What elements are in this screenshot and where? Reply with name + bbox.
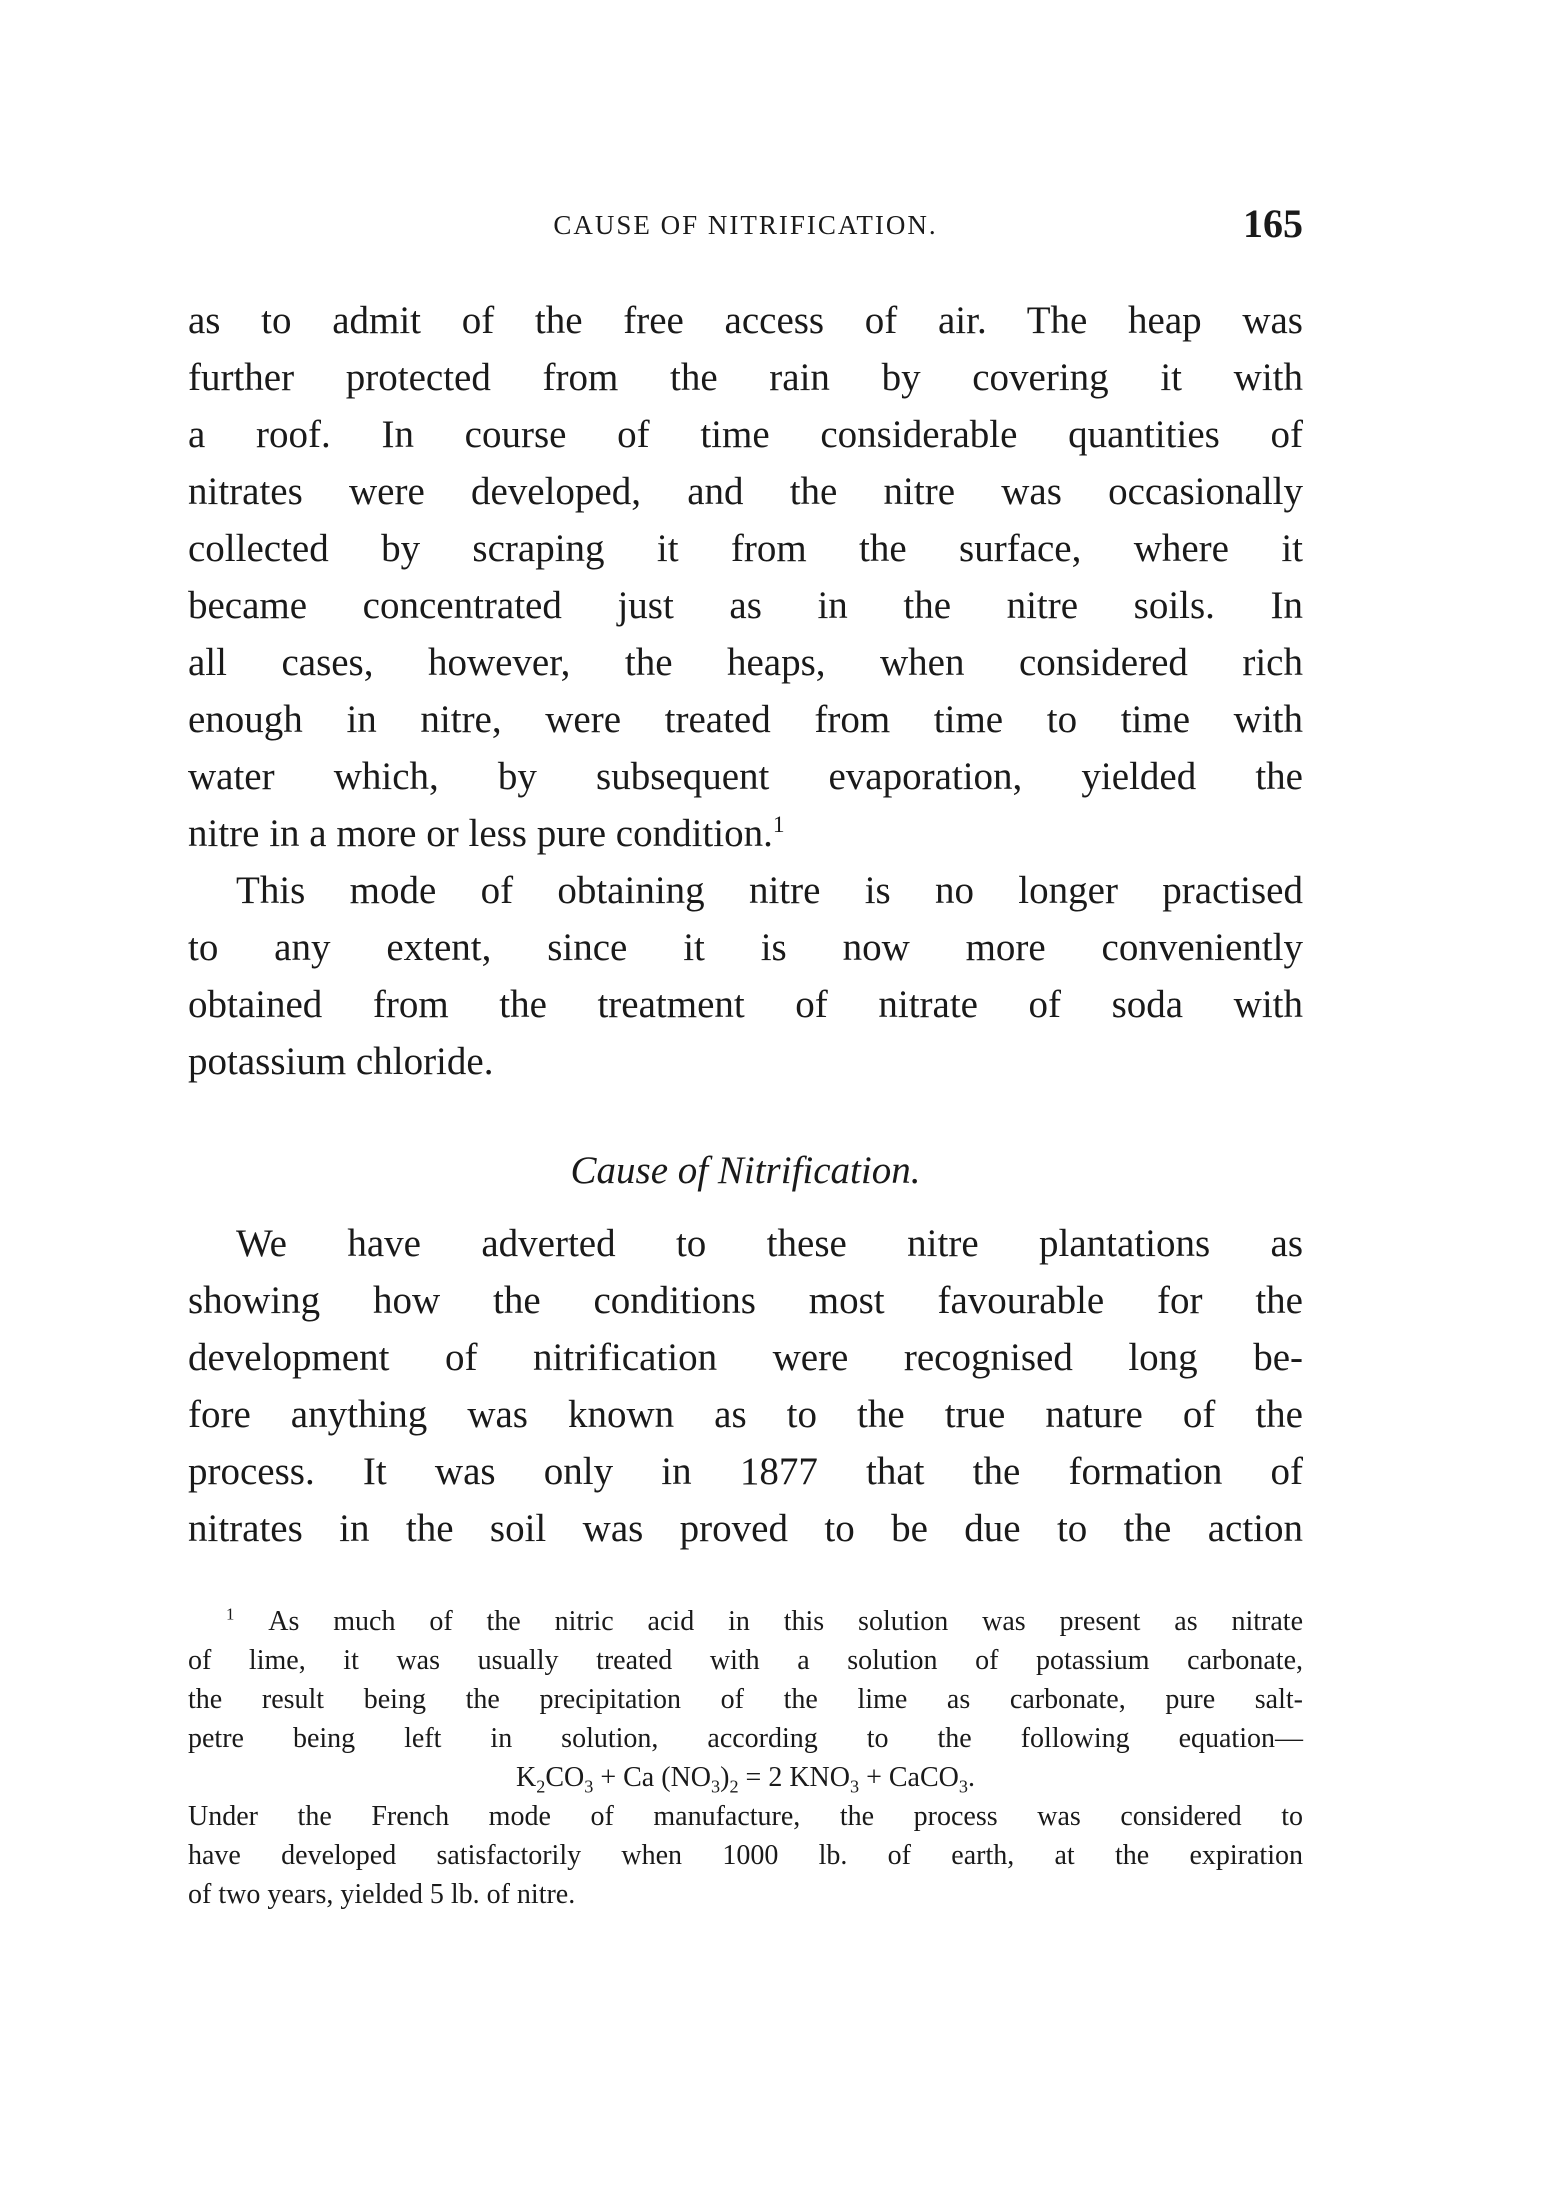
equation-part: + Ca (NO — [593, 1762, 712, 1793]
text-line: fore anything was known as to the true nature of the — [188, 1393, 1303, 1436]
text-line: nitrates in the soil was proved to be due to the action — [188, 1507, 1303, 1550]
equation-subscript: 2 — [536, 1776, 546, 1797]
equation-part: K — [516, 1762, 537, 1793]
footnote-line: Under the French mode of manufacture, the process was considered to — [188, 1801, 1303, 1832]
equation-part: . — [967, 1762, 975, 1793]
text-line: process. It was only in 1877 that the formation of — [188, 1450, 1303, 1493]
text-line: became concentrated just as in the nitre soils. In — [188, 584, 1303, 627]
text-line — [188, 805, 1303, 862]
text-line: potassium chloride. — [188, 1040, 494, 1083]
footnote-line-content: As much of the nitric acid in this solution was present as nitrate — [268, 1606, 1303, 1637]
footnote-line: petre being left in solution, according to the following equation— — [188, 1723, 1303, 1754]
equation-part: ) — [720, 1762, 730, 1793]
equation-subscript: 2 — [729, 1776, 739, 1797]
equation-part: = 2 KNO — [738, 1762, 850, 1793]
equation-subscript: 3 — [584, 1776, 594, 1797]
equation-subscript: 3 — [958, 1776, 968, 1797]
text-line: as to admit of the free access of air. The heap was — [188, 299, 1303, 342]
text-line: showing how the conditions most favourable for the — [188, 1279, 1303, 1322]
footnote-marker: 1 — [226, 1604, 235, 1624]
footnote — [188, 1602, 1303, 1914]
footnote-line: of two years, yielded 5 lb. of nitre. — [188, 1879, 576, 1910]
page-number: 165 — [1243, 201, 1303, 246]
footnote-line: have developed satisfactorily when 1000 lb. of earth, at the expiration — [188, 1840, 1303, 1871]
text-line-content: nitre in a more or less pure condition. — [188, 812, 773, 855]
text-line: This mode of obtaining nitre is no longer practised — [236, 869, 1303, 912]
running-title: CAUSE OF NITRIFICATION. — [553, 210, 938, 240]
text-line: a roof. In course of time considerable quantities of — [188, 413, 1303, 456]
chemical-equation — [188, 1758, 1303, 1797]
section-heading: Cause of Nitrification. — [570, 1149, 921, 1192]
text-line: We have adverted to these nitre plantations as — [236, 1222, 1303, 1265]
text-line: all cases, however, the heaps, when considered rich — [188, 641, 1303, 684]
text-line: enough in nitre, were treated from time to time with — [188, 698, 1303, 741]
equation-part: CO — [545, 1762, 585, 1793]
text-line: further protected from the rain by covering it with — [188, 356, 1303, 399]
text-line: obtained from the treatment of nitrate of soda with — [188, 983, 1303, 1026]
text-line: nitrates were developed, and the nitre was occasionally — [188, 470, 1303, 513]
equation-subscript: 3 — [849, 1776, 860, 1797]
footnote-line — [188, 1602, 1303, 1641]
running-header — [188, 200, 1303, 248]
text-line: development of nitrification were recognised long be- — [188, 1336, 1303, 1379]
footnote-line: of lime, it was usually treated with a solution of potassium carbonate, — [188, 1645, 1303, 1676]
footnote-line: the result being the precipitation of the lime as carbonate, pure salt- — [188, 1684, 1303, 1715]
text-line: to any extent, since it is now more conveniently — [188, 926, 1303, 969]
footnote-reference: 1 — [772, 812, 785, 838]
equation-part: + CaCO — [859, 1762, 959, 1793]
main-text — [188, 292, 1303, 1557]
text-line: water which, by subsequent evaporation, yielded the — [188, 755, 1303, 798]
text-line: collected by scraping it from the surface, where it — [188, 527, 1303, 570]
equation-subscript: 3 — [711, 1776, 721, 1797]
